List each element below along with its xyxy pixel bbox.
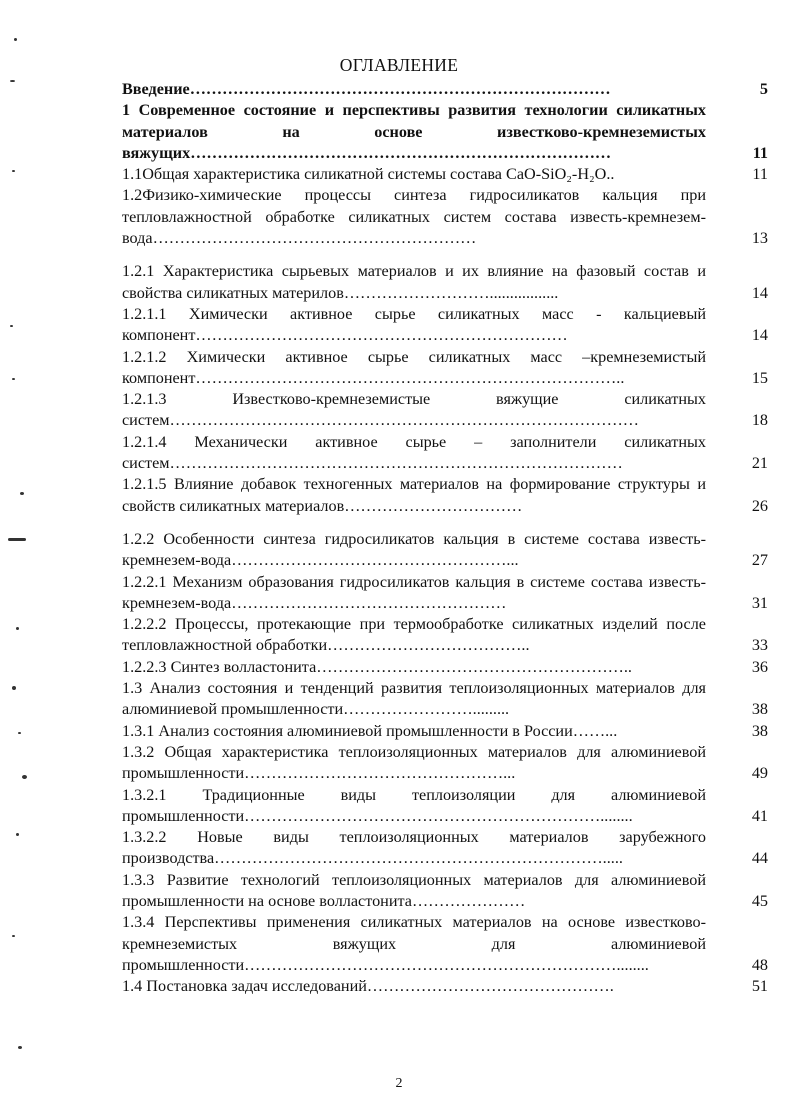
toc-entry-text: 1.3.1 Анализ состояния алюминиевой промышленности в России……... — [122, 721, 618, 740]
toc-entry-page: 45 — [751, 891, 768, 910]
toc-entry-page: 14 — [751, 326, 768, 345]
toc-entry-text: 1.3.2 Общая характеристика теплоизоляционных материалов для алюминиевой промышленности…………………………………………... — [122, 742, 706, 783]
scan-speck — [10, 325, 13, 327]
toc-entry-page: 14 — [751, 283, 768, 302]
toc-entry-1-2-1-4 — [122, 432, 768, 475]
toc-entry-1-2-1 — [122, 261, 768, 304]
toc-entry-1-3-2-1 — [122, 785, 768, 828]
toc-entry-text: 1.2.1.3 Известково-кремнеземистые вяжущие силикатных систем…………………………………………………………………………… — [122, 390, 706, 430]
scan-speck — [18, 732, 21, 734]
toc-entry-text: 1.2.2.3 Синтез волластонита………………………………………………….. — [122, 657, 632, 676]
toc-entry-page: 13 — [751, 229, 768, 248]
toc-entry-page: 38 — [751, 721, 768, 740]
toc-entry-text: 1.2.1 Характеристика сырьевых материалов и их влияние на фазовый состав и свойства силикатных материлов………………………................. — [122, 262, 706, 302]
toc-entry-page: 41 — [751, 806, 768, 825]
page-title: ОГЛАВЛЕНИЕ — [339, 55, 459, 75]
toc-entry-text: 1.1Общая характеристика силикатной системы состава CaO-SiO₂-H₂O.. — [122, 165, 615, 184]
toc-entry-text: 1.4 Постановка задач исследований………………………………………. — [122, 977, 614, 996]
toc-entry-page: 11 — [752, 143, 768, 162]
scan-speck — [8, 538, 26, 541]
toc-entry-1-1 — [122, 164, 768, 185]
toc-entry-page: 31 — [751, 593, 768, 612]
toc-entry-1-2-2 — [122, 529, 768, 572]
toc-entry-page: 27 — [751, 551, 768, 570]
toc-entry-text: 1.3 Анализ состояния и тенденций развития теплоизоляционных материалов для алюминиевой промышленности……………………......... — [122, 679, 706, 719]
scan-speck — [22, 775, 27, 779]
scan-speck — [16, 833, 19, 836]
toc-entry-text: 1.2.2.2 Процессы, протекающие при термообработке силикатных изделий после тепловлажностной обработки……………………………….. — [122, 615, 706, 655]
toc-entry-text: 1.3.2.1 Традиционные виды теплоизоляции для алюминиевой промышленности…………………………………………………………........ — [122, 785, 706, 825]
scan-speck — [10, 80, 15, 82]
toc-entry-page: 36 — [751, 657, 768, 676]
toc-entry-1-2-1-3 — [122, 389, 768, 432]
toc-entry-1-2-2-2 — [122, 614, 768, 657]
scan-speck — [18, 1046, 22, 1049]
toc-entry-introduction — [122, 79, 768, 100]
toc-entry-page: 18 — [751, 411, 768, 430]
toc-entry-1-3-4 — [122, 912, 768, 976]
toc-entry-text: 1.3.4 Перспективы применения силикатных материалов на основе известково-кремнеземистых вяжущих для алюминиевой промышленности……………………………………………………………........ — [122, 913, 706, 974]
toc-entry-text: 1.3.2.2 Новые виды теплоизоляционных материалов зарубежного производства………………………………………………………………..... — [122, 828, 706, 868]
toc-entry-text: 1.2.1.4 Механически активное сырье – заполнители силикатных систем………………………………………………………………………… — [122, 432, 706, 473]
scan-speck — [12, 378, 15, 380]
toc-entry-text: 1 Современное состояние и перспективы развития технологии силикатных материалов на основе известково-кремнеземистых вяжущих…………………………………………………………………… — [122, 101, 706, 162]
toc-entry-1-3-2-2 — [122, 827, 768, 870]
toc-entry-text: 1.2.2.1 Механизм образования гидросиликатов кальция в системе состава известь-кремнезем-вода…………………………………………… — [122, 572, 706, 612]
toc-entry-1-2-1-1 — [122, 304, 768, 347]
toc-entry-page: 33 — [751, 636, 768, 655]
toc-entry-text: Введение…………………………………………………………………… — [122, 80, 611, 98]
toc-entry-page: 26 — [751, 496, 768, 515]
scan-speck — [12, 935, 15, 937]
toc-entry-chapter-1 — [122, 100, 768, 164]
toc-entry-1-3-2 — [122, 742, 768, 785]
toc-entry-1-3 — [122, 678, 768, 721]
toc-entry-1-2-1-2 — [122, 347, 768, 390]
scan-speck — [20, 492, 24, 495]
toc-entry-text: 1.2.1.1 Химически активное сырье силикатных масс - кальциевый компонент…………………………………………………………… — [122, 304, 706, 345]
toc-entry-1-3-3 — [122, 870, 768, 913]
toc-entry-text: 1.2.1.2 Химически активное сырье силикатных масс –кремнеземистый компонент…………………………………………………………………….. — [122, 347, 706, 387]
toc-entry-text: 1.2Физико-химические процессы синтеза гидросиликатов кальция при тепловлажностной обработке силикатных систем состава известь-кремнезем-вода…………………………………………………… — [122, 186, 706, 248]
toc-entry-text: 1.2.2 Особенности синтеза гидросиликатов кальция в системе состава известь-кремнезем-вода……………………………………………... — [122, 529, 706, 570]
toc-entry-1-2-2-3 — [122, 657, 768, 678]
toc-entry-page: 49 — [751, 764, 768, 783]
toc-entry-page: 48 — [751, 955, 768, 974]
toc-entry-1-2 — [122, 185, 768, 249]
table-of-contents — [122, 79, 768, 997]
toc-entry-page: 44 — [751, 849, 768, 868]
scan-speck — [16, 627, 19, 630]
toc-entry-page: 11 — [752, 165, 768, 184]
toc-entry-page: 51 — [751, 977, 768, 996]
toc-entry-1-2-2-1 — [122, 572, 768, 615]
toc-entry-text: 1.3.3 Развитие технологий теплоизоляционных материалов для алюминиевой промышленности на основе волластонита………………… — [122, 870, 706, 910]
toc-entry-page: 21 — [751, 454, 768, 473]
toc-entry-text: 1.2.1.5 Влияние добавок техногенных материалов на формирование структуры и свойств силикатных материалов…………………………… — [122, 475, 706, 515]
toc-entry-1-3-1 — [122, 721, 768, 742]
scan-speck — [12, 170, 15, 172]
toc-entry-1-4 — [122, 976, 768, 997]
scan-speck — [14, 38, 17, 41]
page-number: 2 — [395, 1076, 403, 1091]
toc-entry-1-2-1-5 — [122, 474, 768, 517]
toc-entry-page: 38 — [751, 700, 768, 719]
scan-speck — [12, 686, 16, 690]
toc-entry-page: 15 — [751, 368, 768, 387]
toc-entry-page: 5 — [759, 80, 768, 98]
